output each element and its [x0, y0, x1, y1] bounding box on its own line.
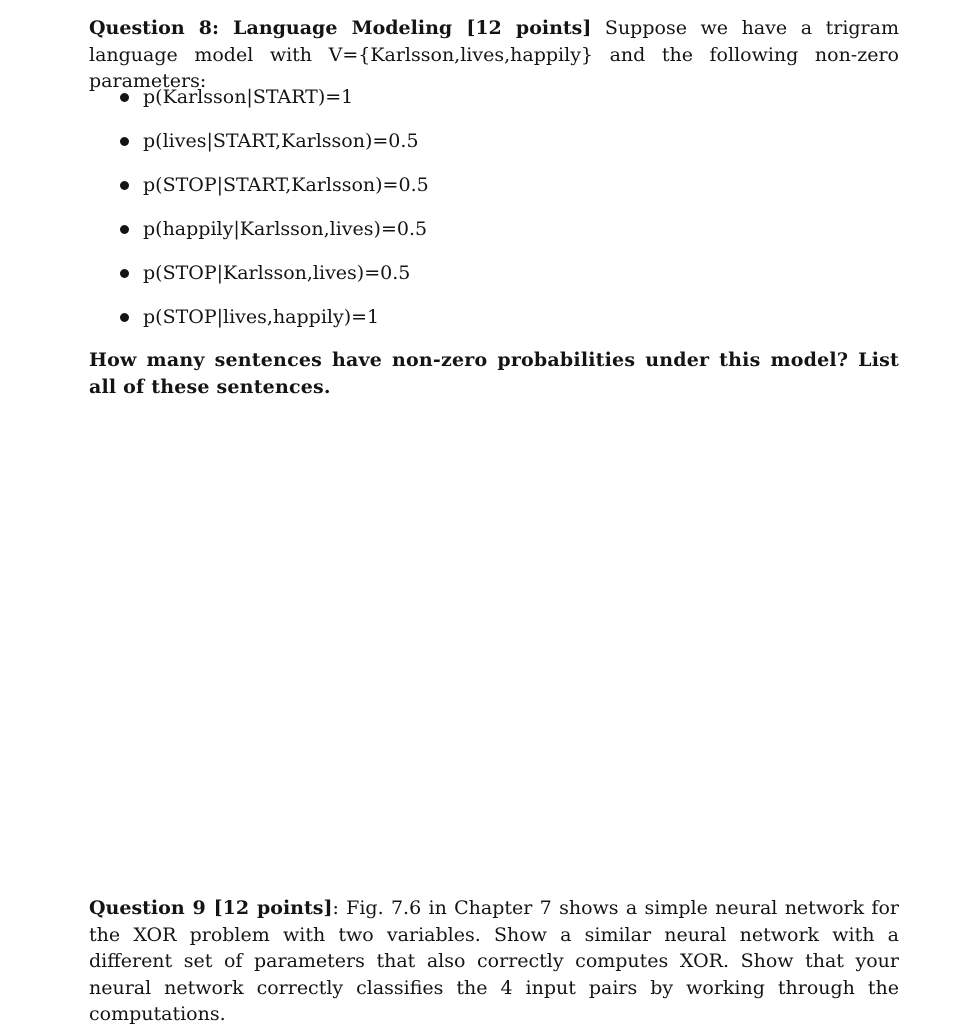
list-item [113, 304, 429, 348]
question-9-heading: Question 9 [12 points] [89, 897, 333, 919]
question-9-text [89, 895, 899, 1028]
question-9-body: : Fig. 7.6 in Chapter 7 shows a simple neural network for the XOR problem with two variables. Show a similar neural network with a different set of parameters that also correctly computes XOR. Show that your neural network correctly classifies the 4 input pairs by working through the computations. [89, 897, 899, 1025]
list-item [113, 128, 429, 172]
parameter-text: p(STOP|START,Karlsson)=0.5 [143, 174, 429, 196]
list-item [113, 84, 429, 128]
list-item [113, 260, 429, 304]
parameter-text: p(STOP|Karlsson,lives)=0.5 [143, 262, 411, 284]
parameter-list [113, 84, 429, 348]
bullet-icon [120, 313, 129, 322]
question-8-intro-text: Suppose we have a trigram language model with V={Karlsson,lives,happily} and the following non-zero parameters: [89, 17, 899, 92]
bullet-icon [120, 93, 129, 102]
bullet-icon [120, 269, 129, 278]
bullet-icon [120, 225, 129, 234]
list-item [113, 216, 429, 260]
parameter-text: p(lives|START,Karlsson)=0.5 [143, 130, 419, 152]
question-8-intro [89, 15, 899, 95]
parameter-text: p(Karlsson|START)=1 [143, 86, 354, 108]
bullet-icon [120, 181, 129, 190]
bullet-icon [120, 137, 129, 146]
question-8-heading: Question 8: Language Modeling [12 points] [89, 17, 592, 39]
list-item [113, 172, 429, 216]
question-8-prompt: How many sentences have non-zero probabilities under this model? List all of these sentences. [89, 349, 899, 398]
parameter-text: p(happily|Karlsson,lives)=0.5 [143, 218, 428, 240]
parameter-text: p(STOP|lives,happily)=1 [143, 306, 380, 328]
